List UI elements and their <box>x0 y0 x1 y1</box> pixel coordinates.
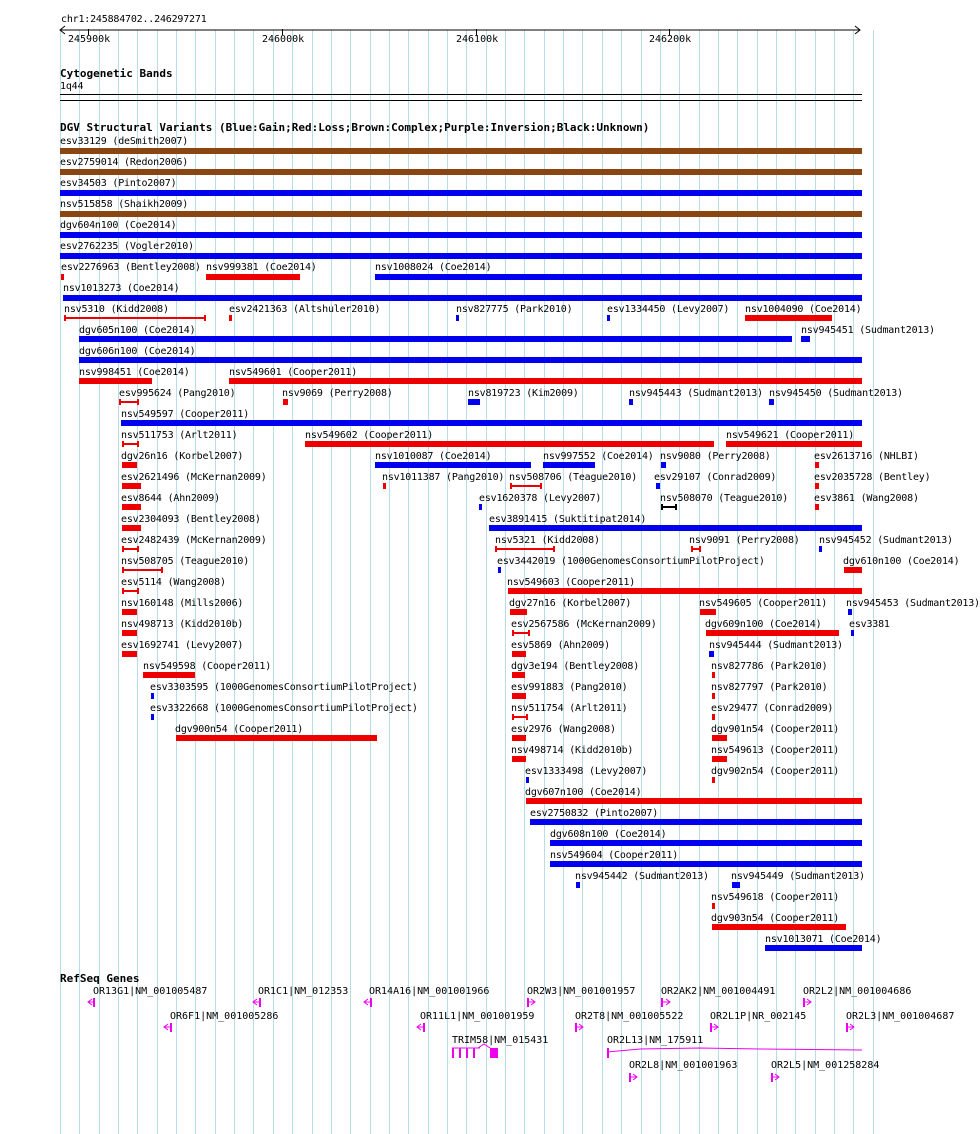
variant-label: nsv9091 (Perry2008) <box>689 535 800 546</box>
gene-label: OR2L13|NM_175911 <box>607 1035 704 1046</box>
variant-label: nsv9080 (Perry2008) <box>660 451 771 462</box>
variant-label: esv5869 (Ahn2009) <box>511 640 610 651</box>
variant-label: dgv605n100 (Coe2014) <box>79 325 196 336</box>
variant-label: nsv5310 (Kidd2008) <box>64 304 169 315</box>
refseq-track-title: RefSeq Genes <box>60 972 140 985</box>
variant-label: nsv549603 (Cooper2011) <box>507 577 636 588</box>
gene-model[interactable] <box>661 998 670 1007</box>
gene-model[interactable] <box>710 1023 718 1032</box>
variant-label: nsv1011387 (Pang2010) <box>382 472 505 483</box>
gene-label: OR1C1|NM_012353 <box>258 986 349 997</box>
gene-label: OR6F1|NM_001005286 <box>170 1011 279 1022</box>
variant-label: esv1620378 (Levy2007) <box>479 493 602 504</box>
variant-label: nsv1008024 (Coe2014) <box>375 262 492 273</box>
variant-label: esv991883 (Pang2010) <box>511 682 628 693</box>
variant-label: esv1334450 (Levy2007) <box>607 304 730 315</box>
variant-label: nsv508705 (Teague2010) <box>121 556 250 567</box>
variant-label: esv8644 (Ahn2009) <box>121 493 220 504</box>
variant-label: nsv827797 (Park2010) <box>711 682 828 693</box>
variant-label: nsv160148 (Mills2006) <box>121 598 244 609</box>
gene-label: OR2L5|NM_001258284 <box>771 1060 880 1071</box>
variant-label: nsv1010087 (Coe2014) <box>375 451 492 462</box>
variant-label: nsv549602 (Cooper2011) <box>305 430 434 441</box>
variant-label: nsv515858 (Shaikh2009) <box>60 199 189 210</box>
variant-label: esv2276963 (Bentley2008) <box>61 262 201 273</box>
ruler-tick-label: 246200k <box>649 34 692 45</box>
variant-label: esv3891415 (Suktitipat2014) <box>489 514 647 525</box>
variant-label: dgv26n16 (Korbel2007) <box>121 451 244 462</box>
variant-label: esv3442019 (1000GenomesConsortiumPilotProject) <box>497 556 765 567</box>
variant-label: dgv608n100 (Coe2014) <box>550 829 667 840</box>
variant-label: dgv607n100 (Coe2014) <box>525 787 642 798</box>
variant-label: esv33129 (deSmith2007) <box>60 136 189 147</box>
variant-label: nsv819723 (Kim2009) <box>468 388 579 399</box>
variant-label: esv995624 (Pang2010) <box>119 388 236 399</box>
variant-label: dgv903n54 (Cooper2011) <box>711 913 840 924</box>
variant-label: nsv945450 (Sudmant2013) <box>769 388 903 399</box>
variant-label: dgv902n54 (Cooper2011) <box>711 766 840 777</box>
variant-label: esv2762235 (Vogler2010) <box>60 241 194 252</box>
variant-label: nsv549598 (Cooper2011) <box>143 661 272 672</box>
variant-label: nsv997552 (Coe2014) <box>543 451 654 462</box>
variant-label: dgv900n54 (Cooper2011) <box>175 724 304 735</box>
variant-label: nsv508706 (Teague2010) <box>509 472 638 483</box>
gene-model[interactable] <box>846 1023 854 1032</box>
variant-label: nsv999381 (Coe2014) <box>206 262 317 273</box>
variant-label: nsv498714 (Kidd2010b) <box>511 745 634 756</box>
variant-label: esv2567586 (McKernan2009) <box>511 619 657 630</box>
gene-label: OR2L2|NM_001004686 <box>803 986 912 997</box>
gene-model[interactable] <box>527 998 535 1007</box>
gene-model[interactable] <box>253 998 261 1007</box>
variant-label: esv2621496 (McKernan2009) <box>121 472 267 483</box>
variant-label: nsv1013071 (Coe2014) <box>765 934 882 945</box>
variant-label: nsv508070 (Teague2010) <box>660 493 789 504</box>
variant-label: nsv827775 (Park2010) <box>456 304 573 315</box>
gene-model[interactable] <box>575 1023 583 1032</box>
variant-label: nsv498713 (Kidd2010b) <box>121 619 244 630</box>
variant-label: esv3381 <box>849 619 890 630</box>
variant-label: nsv945452 (Sudmant2013) <box>819 535 953 546</box>
variant-label: esv1692741 (Levy2007) <box>121 640 244 651</box>
variant-label: dgv609n100 (Coe2014) <box>705 619 822 630</box>
variant-label: esv2482439 (McKernan2009) <box>121 535 267 546</box>
ruler-tick-label: 245900k <box>68 34 111 45</box>
variant-label: esv2750832 (Pinto2007) <box>530 808 659 819</box>
variant-label: nsv945451 (Sudmant2013) <box>801 325 935 336</box>
variant-label: nsv945449 (Sudmant2013) <box>731 871 865 882</box>
gene-model[interactable] <box>771 1073 779 1082</box>
variant-label: nsv1004090 (Coe2014) <box>745 304 862 315</box>
gene-label: OR2L1P|NR_002145 <box>710 1011 807 1022</box>
variant-label: nsv549621 (Cooper2011) <box>726 430 855 441</box>
gene-label: OR13G1|NM_001005487 <box>93 986 208 997</box>
ruler-tick-label: 246000k <box>262 34 305 45</box>
variant-label: nsv998451 (Coe2014) <box>79 367 190 378</box>
variant-label: dgv3e194 (Bentley2008) <box>511 661 640 672</box>
gene-label: OR2L8|NM_001001963 <box>629 1060 738 1071</box>
gene-label: OR11L1|NM_001001959 <box>420 1011 535 1022</box>
variant-label: esv34503 (Pinto2007) <box>60 178 177 189</box>
gene-model[interactable] <box>629 1073 637 1082</box>
variant-label: esv5114 (Wang2008) <box>121 577 226 588</box>
variant-label: nsv549597 (Cooper2011) <box>121 409 250 420</box>
variant-label: esv29477 (Conrad2009) <box>711 703 834 714</box>
gene-model[interactable] <box>164 1023 172 1032</box>
locus-label: chr1:245884702..246297271 <box>61 14 207 25</box>
variant-label: nsv549604 (Cooper2011) <box>550 850 679 861</box>
variant-label: nsv5321 (Kidd2008) <box>495 535 600 546</box>
variant-label: nsv827786 (Park2010) <box>711 661 828 672</box>
variant-label: esv2035728 (Bentley) <box>814 472 931 483</box>
gene-label: OR2T8|NM_001005522 <box>575 1011 684 1022</box>
variant-label: dgv610n100 (Coe2014) <box>843 556 960 567</box>
dgv-track-title: DGV Structural Variants (Blue:Gain;Red:Loss;Brown:Complex;Purple:Inversion;Black:Unknown) <box>60 121 650 134</box>
variant-label: esv2613716 (NHLBI) <box>814 451 919 462</box>
variant-label: nsv945443 (Sudmant2013) <box>629 388 763 399</box>
variant-label: esv3322668 (1000GenomesConsortiumPilotProject) <box>150 703 418 714</box>
variant-label: esv29107 (Conrad2009) <box>654 472 777 483</box>
gene-model[interactable] <box>803 998 811 1007</box>
variant-label: esv1333498 (Levy2007) <box>525 766 648 777</box>
gene-label: OR14A16|NM_001001966 <box>369 986 490 997</box>
variant-label: dgv606n100 (Coe2014) <box>79 346 196 357</box>
variant-label: nsv945442 (Sudmant2013) <box>575 871 709 882</box>
variant-label: nsv549618 (Cooper2011) <box>711 892 840 903</box>
variant-label: nsv1013273 (Coe2014) <box>63 283 180 294</box>
variant-label: dgv901n54 (Cooper2011) <box>711 724 840 735</box>
cytoband-label: 1q44 <box>60 81 84 92</box>
cytoband-track-title: Cytogenetic Bands <box>60 67 173 80</box>
gene-model[interactable] <box>364 998 372 1007</box>
variant-label: esv3303595 (1000GenomesConsortiumPilotProject) <box>150 682 418 693</box>
gene-model[interactable] <box>88 998 95 1007</box>
variant-label: nsv549613 (Cooper2011) <box>711 745 840 756</box>
variant-label: nsv511753 (Arlt2011) <box>121 430 238 441</box>
variant-label: esv2304093 (Bentley2008) <box>121 514 261 525</box>
ruler-tick-label: 246100k <box>456 34 499 45</box>
gene-label: OR2L3|NM_001004687 <box>846 1011 955 1022</box>
variant-label: dgv27n16 (Korbel2007) <box>509 598 632 609</box>
gene-label: OR2AK2|NM_001004491 <box>661 986 776 997</box>
variant-label: nsv549605 (Cooper2011) <box>699 598 828 609</box>
gene-label: OR2W3|NM_001001957 <box>527 986 636 997</box>
gene-model[interactable] <box>417 1023 425 1032</box>
gene-model[interactable] <box>607 1048 862 1058</box>
variant-label: nsv9069 (Perry2008) <box>282 388 393 399</box>
variant-label: esv2421363 (Altshuler2010) <box>229 304 381 315</box>
variant-label: nsv511754 (Arlt2011) <box>511 703 628 714</box>
variant-label: nsv945444 (Sudmant2013) <box>709 640 843 651</box>
gene-label: TRIM58|NM_015431 <box>452 1035 549 1046</box>
variant-label: esv3861 (Wang2008) <box>814 493 919 504</box>
variant-label: nsv549601 (Cooper2011) <box>229 367 358 378</box>
variant-label: dgv604n100 (Coe2014) <box>60 220 177 231</box>
variant-label: esv2976 (Wang2008) <box>511 724 616 735</box>
variant-label: nsv945453 (Sudmant2013) <box>846 598 980 609</box>
variant-label: esv2759014 (Redon2006) <box>60 157 189 168</box>
